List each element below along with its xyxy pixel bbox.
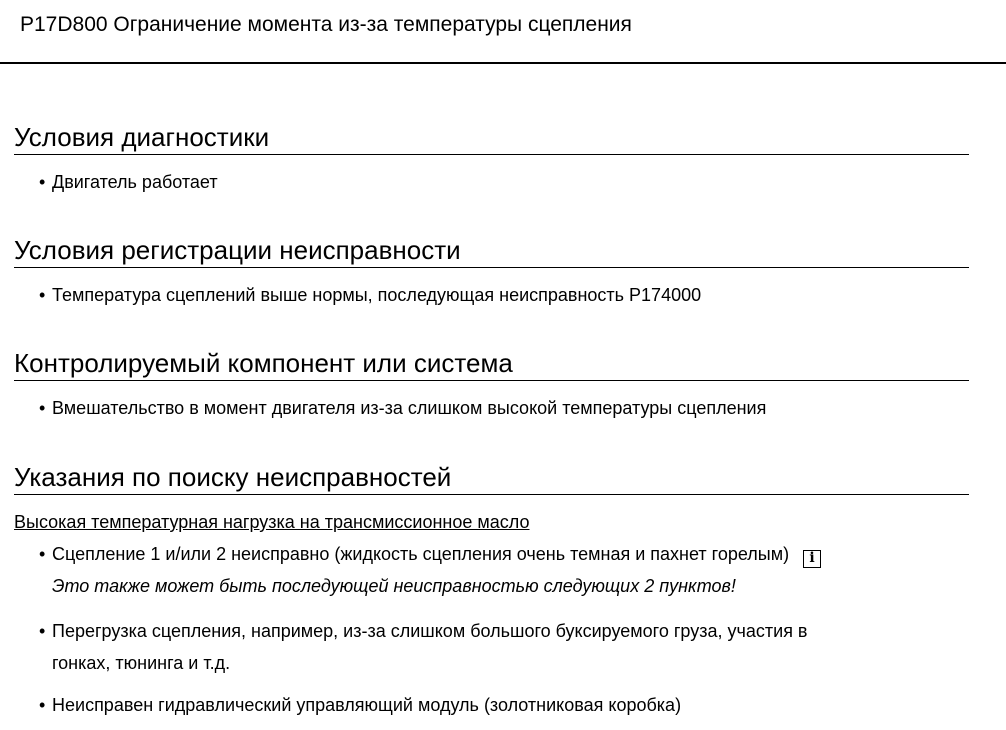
bullet-marker: •	[39, 172, 46, 192]
list-item-continuation: гонках, тюнинга и т.д.	[52, 653, 231, 673]
bullet-marker: •	[39, 695, 46, 715]
bullet-marker: •	[39, 544, 46, 564]
bullet-marker: •	[39, 398, 46, 418]
section-title-fault-conditions: Условия регистрации неисправности	[14, 234, 969, 268]
list-item-text: Двигатель работает	[52, 172, 218, 192]
section-title-monitored-component: Контролируемый компонент или система	[14, 347, 969, 381]
list-item-text: Перегрузка сцепления, например, из-за слишком большого буксируемого груза, участия в	[52, 621, 808, 641]
section-title-diagnostic-conditions: Условия диагностики	[14, 121, 969, 155]
list-item	[39, 397, 766, 419]
list-item-text: Сцепление 1 и/или 2 неисправно (жидкость сцепления очень темная и пахнет горелым)	[52, 544, 790, 564]
list-item	[39, 694, 681, 716]
page-title: P17D800 Ограничение момента из-за температуры сцепления	[20, 13, 632, 36]
list-item	[39, 543, 821, 568]
list-item	[39, 171, 218, 193]
subsection-heading: Высокая температурная нагрузка на трансмиссионное масло	[14, 512, 530, 532]
list-item-text: Вмешательство в момент двигателя из-за слишком высокой температуры сцепления	[52, 398, 767, 418]
list-item	[39, 620, 808, 642]
page-header	[0, 0, 1006, 64]
list-item-text: Неисправен гидравлический управляющий модуль (золотниковая коробка)	[52, 695, 682, 715]
info-icon[interactable]: i	[803, 550, 821, 568]
bullet-marker: •	[39, 285, 46, 305]
italic-note: Это также может быть последующей неисправностью следующих 2 пунктов!	[52, 576, 736, 596]
list-item-text: Температура сцеплений выше нормы, последующая неисправность P174000	[52, 285, 702, 305]
list-item	[39, 284, 701, 306]
bullet-marker: •	[39, 621, 46, 641]
section-title-troubleshooting: Указания по поиску неисправностей	[14, 461, 969, 495]
